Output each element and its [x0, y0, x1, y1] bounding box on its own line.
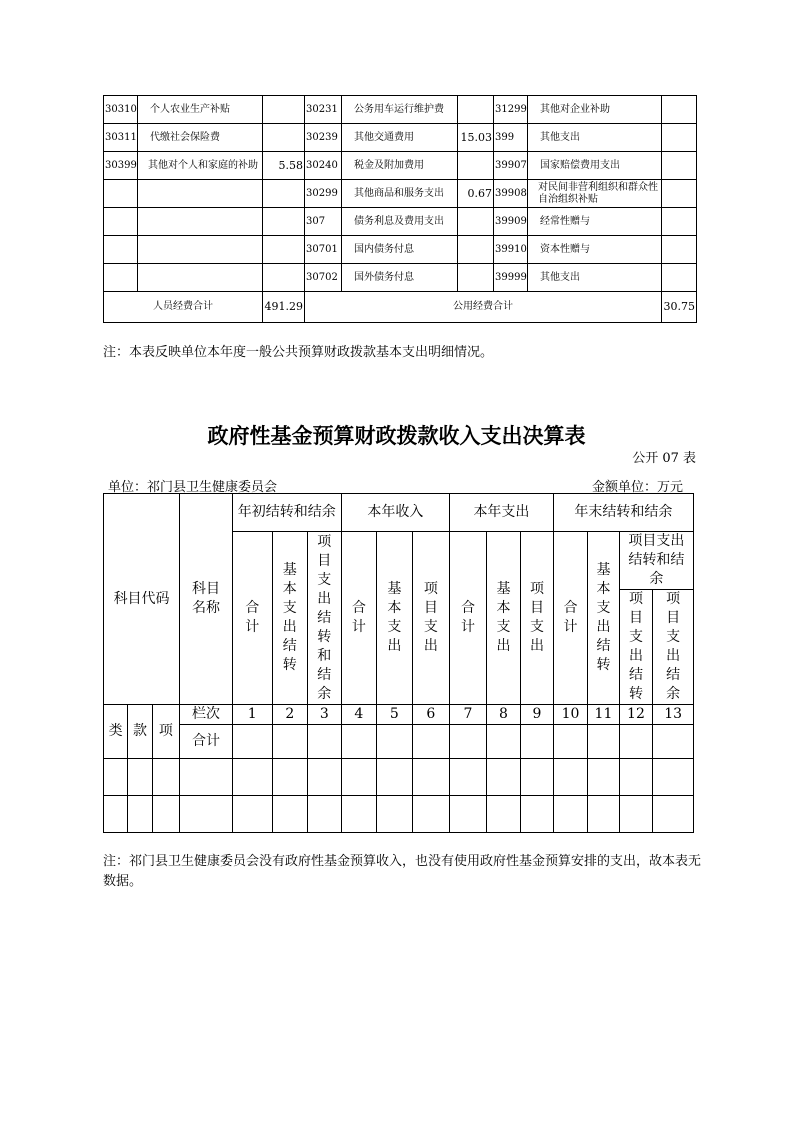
income-project-header: 项目支出: [412, 532, 450, 705]
expense-amount: [263, 236, 305, 264]
expense-row: [104, 152, 697, 180]
column-number: 13: [653, 705, 694, 725]
empty-row: [104, 796, 694, 833]
column-number: 6: [412, 705, 450, 725]
expense-name: 其他对个人和家庭的补助: [138, 152, 263, 180]
table-cell: [128, 796, 152, 833]
expense-name: 代缴社会保险费: [138, 124, 263, 152]
table-cell: [521, 759, 553, 796]
column-number: 5: [377, 705, 413, 725]
table-cell: [308, 725, 342, 759]
table-cell: [232, 796, 272, 833]
table-cell: [180, 759, 233, 796]
table-cell: [308, 796, 342, 833]
total-row-label: 合计: [180, 725, 233, 759]
fund-budget-table: [103, 493, 694, 833]
table-cell: [104, 796, 128, 833]
expense-name: [138, 180, 263, 208]
expense-amount: [662, 124, 697, 152]
table-cell: [553, 759, 588, 796]
table-cell: [272, 796, 308, 833]
expense-amount: [458, 208, 494, 236]
table-cell: [521, 796, 553, 833]
personnel-total-value: 491.29: [263, 292, 305, 323]
expense-amount: [662, 152, 697, 180]
table-cell: [553, 796, 588, 833]
expense-project-header: 项目支出: [521, 532, 553, 705]
table-cell: [653, 725, 694, 759]
table-cell: [341, 759, 377, 796]
table-cell: [412, 725, 450, 759]
column-no-label: 栏次: [180, 705, 233, 725]
table-cell: [486, 796, 521, 833]
public-total-value: 30.75: [662, 292, 697, 323]
income-total-header: 合计: [341, 532, 377, 705]
opening-project-header: 项目支出结转和结余: [308, 532, 342, 705]
public-total-label: 公用经费合计: [305, 292, 662, 323]
category-sub: 项: [152, 705, 179, 759]
expense-code: 307: [305, 208, 342, 236]
expense-detail-table: [103, 95, 697, 323]
expense-amount: [662, 180, 697, 208]
expense-code: [104, 180, 138, 208]
expense-name: 对民间非营利组织和群众性自治组织补贴: [528, 180, 662, 208]
expense-name: [138, 236, 263, 264]
expense-name: 债务利息及费用支出: [342, 208, 458, 236]
reporting-unit: 单位：祁门县卫生健康委员会: [108, 480, 278, 495]
closing-balance-header: 年末结转和结余: [553, 494, 693, 532]
table-cell: [619, 796, 653, 833]
column-number: 2: [272, 705, 308, 725]
total-row: [104, 725, 694, 759]
expense-name: 国家赔偿费用支出: [528, 152, 662, 180]
expense-code: 30240: [305, 152, 342, 180]
column-number: 7: [450, 705, 487, 725]
expense-name: 经常性赠与: [528, 208, 662, 236]
expense-amount: 0.67: [458, 180, 494, 208]
table-cell: [341, 796, 377, 833]
expense-code: 30311: [104, 124, 138, 152]
table-cell: [653, 759, 694, 796]
expense-amount: [662, 96, 697, 124]
expense-code: 39910: [494, 236, 528, 264]
expense-name: 个人农业生产补贴: [138, 96, 263, 124]
expense-name: 其他对企业补助: [528, 96, 662, 124]
expense-amount: [263, 264, 305, 292]
table-cell: [412, 759, 450, 796]
category-item: 款: [128, 705, 152, 759]
expense-code: [104, 236, 138, 264]
table-cell: [128, 759, 152, 796]
personnel-total-label: 人员经费合计: [104, 292, 263, 323]
expense-amount: 5.58: [263, 152, 305, 180]
expense-amount: [662, 236, 697, 264]
table-cell: [450, 759, 487, 796]
expense-amount: [263, 124, 305, 152]
subject-name-header: 科目名称: [180, 494, 233, 705]
closing-total-header: 合计: [553, 532, 588, 705]
expense-amount: [263, 180, 305, 208]
closing-project-carry-header: 项目支出结转: [619, 590, 653, 705]
expense-name: 其他交通费用: [342, 124, 458, 152]
expense-code: [104, 208, 138, 236]
expense-amount: 15.03: [458, 124, 494, 152]
expense-name: [138, 208, 263, 236]
table-cell: [653, 796, 694, 833]
expense-amount: [458, 96, 494, 124]
column-number: 8: [486, 705, 521, 725]
expense-row: [104, 96, 697, 124]
expense-code: 39907: [494, 152, 528, 180]
closing-basic-header: 基本支出结转: [588, 532, 619, 705]
expense-total-row: [104, 292, 697, 323]
column-number: 10: [553, 705, 588, 725]
expense-row: [104, 180, 697, 208]
fund-table-note: 注：祁门县卫生健康委员会没有政府性基金预算收入，也没有使用政府性基金预算安排的支出，故本表无数据。: [103, 854, 702, 889]
expense-code: 30701: [305, 236, 342, 264]
table-cell: [272, 759, 308, 796]
table-cell: [308, 759, 342, 796]
column-number-row: [104, 705, 694, 725]
expense-code: 39999: [494, 264, 528, 292]
closing-project-surplus-header: 项目支出结余: [653, 590, 694, 705]
column-number: 9: [521, 705, 553, 725]
form-number: 公开 07 表: [632, 451, 696, 466]
expense-code: 30239: [305, 124, 342, 152]
table-cell: [521, 725, 553, 759]
expense-name: 其他支出: [528, 264, 662, 292]
expense-row: [104, 208, 697, 236]
expense-table-note: 注：本表反映单位本年度一般公共预算财政拨款基本支出明细情况。: [103, 345, 494, 360]
table-cell: [619, 725, 653, 759]
expense-code: 30702: [305, 264, 342, 292]
expense-row: [104, 124, 697, 152]
table-cell: [377, 759, 413, 796]
expense-code: 39908: [494, 180, 528, 208]
expense-name: 国外债务付息: [342, 264, 458, 292]
expense-code: 30299: [305, 180, 342, 208]
expense-code: 30310: [104, 96, 138, 124]
table-cell: [377, 796, 413, 833]
column-number: 3: [308, 705, 342, 725]
expense-name: 其他支出: [528, 124, 662, 152]
table-cell: [412, 796, 450, 833]
expense-amount: [662, 208, 697, 236]
expense-amount: [458, 264, 494, 292]
expense-code: 30231: [305, 96, 342, 124]
expense-amount: [263, 96, 305, 124]
expense-code: [104, 264, 138, 292]
table-cell: [486, 759, 521, 796]
opening-balance-header: 年初结转和结余: [232, 494, 341, 532]
table-cell: [486, 725, 521, 759]
table-cell: [588, 725, 619, 759]
table-cell: [104, 759, 128, 796]
table-cell: [180, 796, 233, 833]
expense-total-header: 合计: [450, 532, 487, 705]
expense-amount: [458, 152, 494, 180]
table-cell: [553, 725, 588, 759]
expense-name: 其他商品和服务支出: [342, 180, 458, 208]
expense-name: 税金及附加费用: [342, 152, 458, 180]
expense-code: 31299: [494, 96, 528, 124]
expense-amount: [458, 236, 494, 264]
table-cell: [450, 725, 487, 759]
table-cell: [588, 796, 619, 833]
opening-total-header: 合计: [232, 532, 272, 705]
expense-name: 公务用车运行维护费: [342, 96, 458, 124]
column-number: 12: [619, 705, 653, 725]
table-cell: [152, 796, 179, 833]
expense-detail-body: [104, 96, 697, 323]
table-cell: [619, 759, 653, 796]
expense-name: 资本性赠与: [528, 236, 662, 264]
table-cell: [152, 759, 179, 796]
money-unit: 金额单位：万元: [591, 480, 683, 495]
table-cell: [232, 759, 272, 796]
closing-project-header: 项目支出结转和结余: [619, 532, 693, 590]
expense-code: 39909: [494, 208, 528, 236]
income-basic-header: 基本支出: [377, 532, 413, 705]
column-number: 1: [232, 705, 272, 725]
page-title: 政府性基金预算财政拨款收入支出决算表: [207, 424, 586, 448]
expense-code: 30399: [104, 152, 138, 180]
opening-basic-header: 基本支出结转: [272, 532, 308, 705]
table-cell: [341, 725, 377, 759]
current-income-header: 本年收入: [341, 494, 450, 532]
expense-basic-header: 基本支出: [486, 532, 521, 705]
expense-row: [104, 236, 697, 264]
table-cell: [450, 796, 487, 833]
empty-row: [104, 759, 694, 796]
current-expense-header: 本年支出: [450, 494, 554, 532]
expense-name: 国内债务付息: [342, 236, 458, 264]
subject-code-header: 科目代码: [104, 494, 180, 705]
column-number: 4: [341, 705, 377, 725]
table-cell: [377, 725, 413, 759]
expense-amount: [662, 264, 697, 292]
table-cell: [588, 759, 619, 796]
expense-row: [104, 264, 697, 292]
table-cell: [272, 725, 308, 759]
category-class: 类: [104, 705, 128, 759]
column-number: 11: [588, 705, 619, 725]
expense-code: 399: [494, 124, 528, 152]
table-cell: [232, 725, 272, 759]
expense-amount: [263, 208, 305, 236]
expense-name: [138, 264, 263, 292]
